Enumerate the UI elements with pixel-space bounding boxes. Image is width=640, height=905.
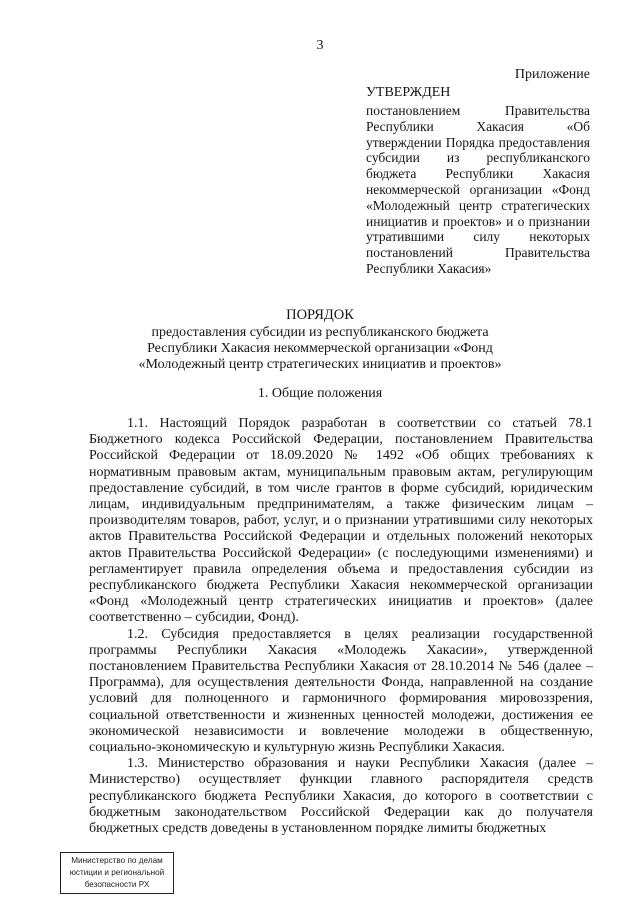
stamp-line: юстиции и региональной xyxy=(69,868,165,877)
appendix-label: Приложение xyxy=(514,67,590,82)
approval-text: постановлением Правительства Республики Хакасия «Об утверждении Порядка предоставления субсидии из республиканского бюджета Республики Хакасия некоммерческой организации «Фонд «Молодежный центр стратегических инициатив и проектов» и о признании утратившими силу некоторых постановлений Правительства Республики Хакасия» xyxy=(366,103,590,276)
body-text xyxy=(89,416,593,837)
approval-block xyxy=(366,84,590,277)
page-number: 3 xyxy=(316,38,324,53)
stamp-line: Министерство по делам xyxy=(71,856,163,865)
approval-heading: УТВЕРЖДЕН xyxy=(366,85,451,100)
registration-stamp xyxy=(60,852,174,894)
document-title: ПОРЯДОК xyxy=(286,307,354,323)
paragraph-1-2: 1.2. Субсидия предоставляется в целях реализации государственной программы Республики Хакасия «Молодежь Хакасии», утвержденной постановлением Правительства Республики Хакасия от 28.10.2014 № 546 (далее – Программа), для осуществления деятельности Фонда, направленной на создание условий для полноценного и гармоничного формирования мировоззрения, социальной ответственности и жизненных ценностей молодежи, достижения ее экономической независимости и вовлечение молодежи в общественную, социально-экономическую и культурную жизнь Республики Хакасия. xyxy=(89,626,593,756)
paragraph-1-1: 1.1. Настоящий Порядок разработан в соответствии со статьей 78.1 Бюджетного кодекса Российской Федерации, постановлением Правительства Российской Федерации от 18.09.2020 № 1492 «Об общих требованиях к нормативным правовым актам, муниципальным правовым актам, регулирующим предоставление субсидий, в том числе грантов в форме субсидий, юридическим лицам, индивидуальным предпринимателям, а также физическим лицам – производителям товаров, работ, услуг, и о признании утратившими силу некоторых актов Правительства Российской Федерации и отдельных положений некоторых актов Правительства Российской Федерации» (с последующими изменениями) и регламентирует правила определения объема и предоставления субсидии из республиканского бюджета Республики Хакасия некоммерческой организации «Фонд «Молодежный центр стратегических инициатив и проектов» (далее соответственно – субсидии, Фонд). xyxy=(89,416,593,626)
document-subtitle: предоставления субсидии из республиканского бюджета Республики Хакасия некоммерческой организации «Фонд «Молодежный центр стратегических инициатив и проектов» xyxy=(138,325,502,373)
stamp-line: безопасности РХ xyxy=(84,880,150,889)
section-heading: 1. Общие положения xyxy=(257,386,383,401)
paragraph-1-3: 1.3. Министерство образования и науки Республики Хакасия (далее – Министерство) осуществляет функции главного распорядителя средств республиканского бюджета Республики Хакасия, до которого в соответствии с бюджетным законодательством Российской Федерации как до получателя бюджетных средств доведены в установленном порядке лимиты бюджетных xyxy=(89,756,593,837)
